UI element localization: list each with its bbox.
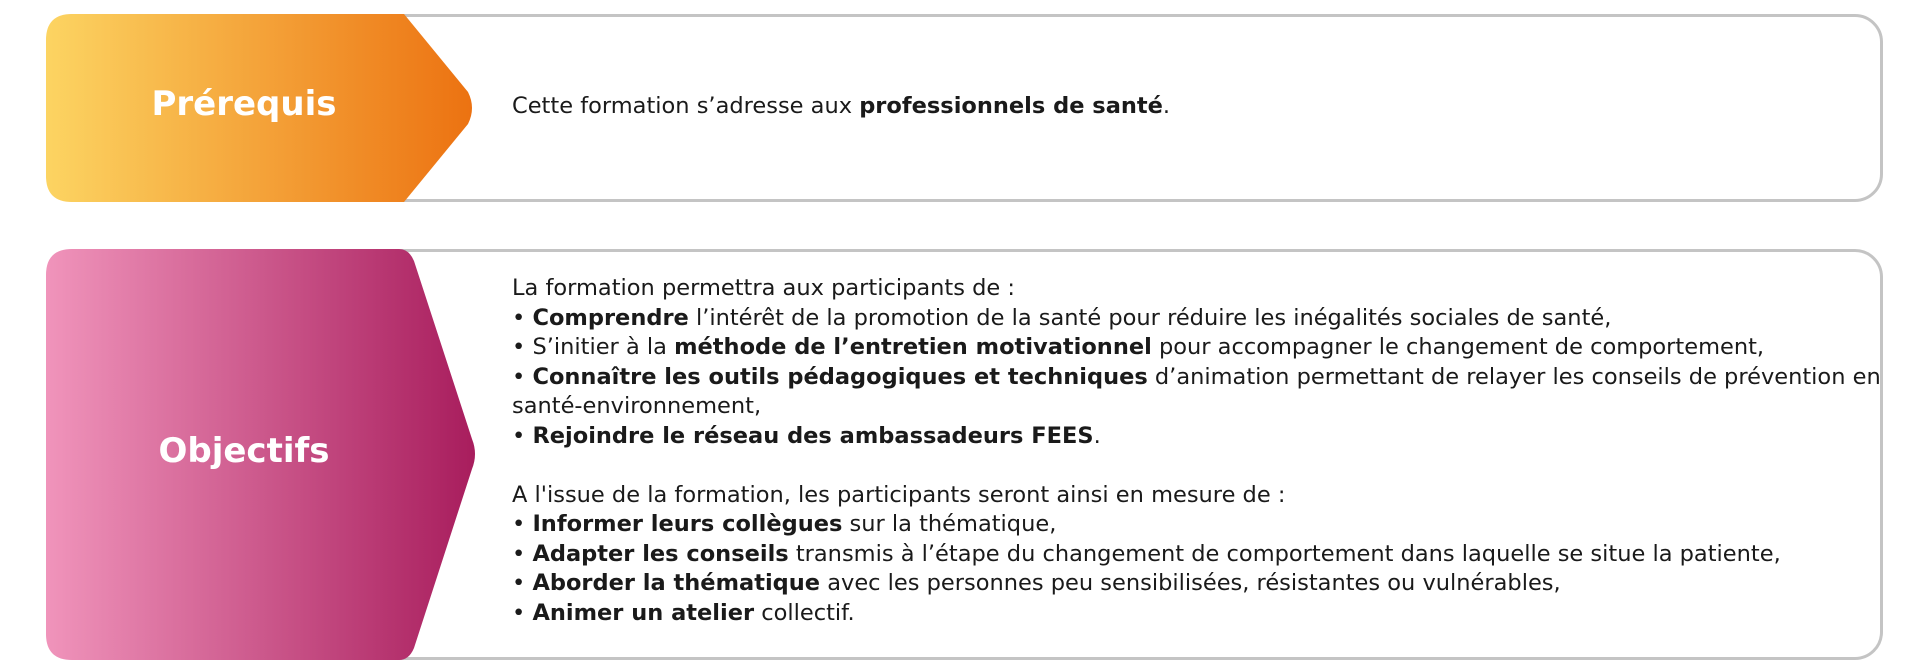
item-rest: collectif. [754, 599, 855, 626]
paragraph-gap [512, 451, 1881, 481]
item-rest: transmis à l’étape du changement de comportement dans laquelle se situe la patiente, [788, 540, 1781, 567]
list-item [512, 422, 1881, 452]
bullet: • [512, 334, 533, 360]
item-bold: Comprendre [532, 304, 689, 331]
item-rest: d’animation permettant de relayer les conseils de prévention en [1147, 363, 1881, 390]
list-item [512, 599, 1881, 629]
item-prefix: santé-environnement, [512, 393, 762, 419]
item-rest: l’intérêt de la promotion de la santé pour réduire les inégalités sociales de santé, [688, 304, 1612, 331]
item-rest: avec les personnes peu sensibilisées, résistantes ou vulnérables, [820, 570, 1561, 596]
bullet: • [512, 599, 533, 626]
bullet: • [512, 304, 533, 331]
item-bold: Animer un atelier [532, 599, 755, 626]
list-item-continuation [512, 392, 1881, 422]
prerequis-text-end: . [1162, 93, 1171, 119]
item-bold: Adapter les conseils [532, 540, 789, 567]
bullet: • [512, 570, 533, 596]
objectifs-tab [44, 249, 476, 660]
item-rest: sur la thématique, [842, 511, 1057, 537]
item-bold: Informer leurs collègues [532, 511, 843, 537]
item-rest: . [1093, 422, 1101, 449]
bullet: • [512, 540, 533, 567]
prerequis-title: Prérequis [151, 84, 337, 124]
list-item [512, 510, 1881, 540]
bullet: • [512, 363, 533, 390]
objectifs-title: Objectifs [158, 431, 330, 471]
bullet: • [512, 422, 533, 449]
item-bold: Connaître les outils pédagogiques et techniques [532, 363, 1148, 390]
item-bold: Rejoindre le réseau des ambassadeurs FEES [532, 422, 1094, 449]
prerequis-text-start: Cette formation s’adresse aux [512, 93, 860, 119]
item-bold: Aborder la thématique [532, 570, 821, 596]
list-item [512, 569, 1881, 599]
list-item [512, 304, 1881, 334]
item-bold: méthode de l’entretien motivationnel [674, 334, 1152, 360]
list-item [512, 363, 1881, 393]
bullet: • [512, 511, 533, 537]
list-item [512, 540, 1881, 570]
item-prefix: S’initier à la [532, 334, 675, 360]
outcome-intro: A l'issue de la formation, les participants seront ainsi en mesure de : [512, 481, 1286, 508]
prerequis-text [512, 92, 1170, 122]
prerequis-text-bold: professionnels de santé [859, 93, 1163, 119]
objectifs-text [512, 274, 1881, 628]
list-item [512, 333, 1881, 363]
objectifs-intro: La formation permettra aux participants de : [512, 275, 1015, 301]
item-rest: pour accompagner le changement de comportement, [1151, 334, 1765, 360]
prerequis-tab [44, 14, 472, 202]
